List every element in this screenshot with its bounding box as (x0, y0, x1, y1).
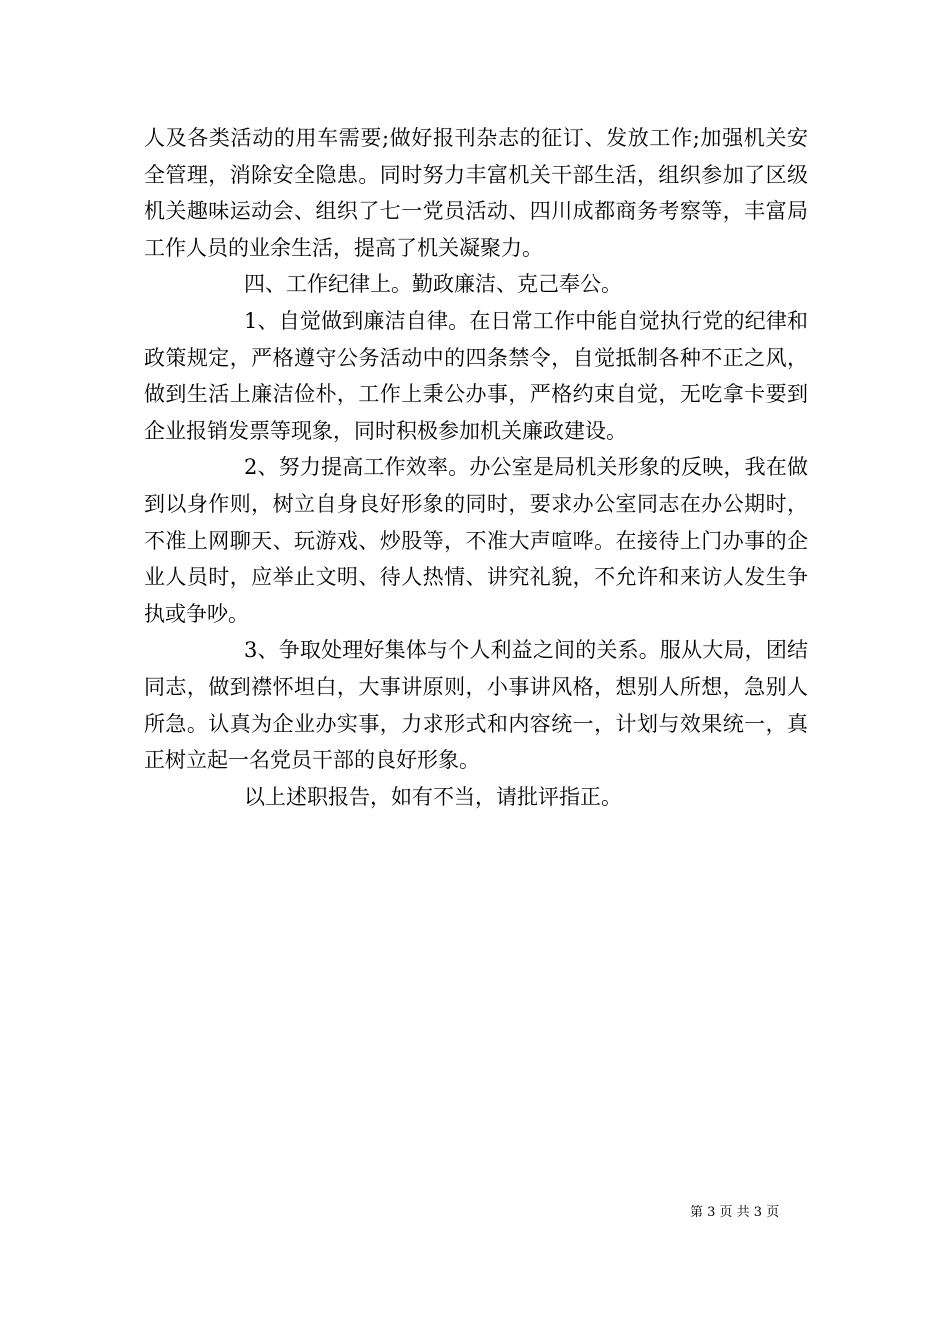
paragraph-item-3: 3、争取处理好集体与个人利益之间的关系。服从大局，团结同志，做到襟怀坦白，大事讲原则，小事讲风格，想别人所想，急别人所急。认真为企业办实事，力求形式和内容统一，计划与效果统一，真正树立起一名党员干部的良好形象。 (144, 638, 808, 773)
document-body (144, 120, 808, 815)
closing-paragraph: 以上述职报告，如有不当，请批评指正。 (244, 784, 622, 809)
paragraph-item-2: 2、努力提高工作效率。办公室是局机关形象的反映，我在做到以身作则，树立自身良好形象的同时，要求办公室同志在办公期时，不准上网聊天、玩游戏、炒股等，不准大声喧哗。在接待上门办事的企业人员时，应举止文明、待人热情、讲究礼貌，不允许和来访人发生争执或争吵。 (144, 455, 808, 626)
paragraph-item-1: 1、自觉做到廉洁自律。在日常工作中能自觉执行党的纪律和政策规定，严格遵守公务活动中的四条禁令，自觉抵制各种不正之风，做到生活上廉洁俭朴，工作上秉公办事，严格约束自觉，无吃拿卡要到企业报销发票等现象，同时积极参加机关廉政建设。 (144, 308, 808, 443)
section-heading-work-discipline: 四、工作纪律上。勤政廉洁、克己奉公。 (244, 272, 622, 297)
paragraph-continuation: 人及各类活动的用车需要;做好报刊杂志的征订、发放工作;加强机关安全管理，消除安全隐患。同时努力丰富机关干部生活，组织参加了区级机关趣味运动会、组织了七一党员活动、四川成都商务考察等，丰富局工作人员的业余生活，提高了机关凝聚力。 (144, 126, 808, 260)
page-number-footer: 第 3 页 共 3 页 (690, 1205, 780, 1220)
